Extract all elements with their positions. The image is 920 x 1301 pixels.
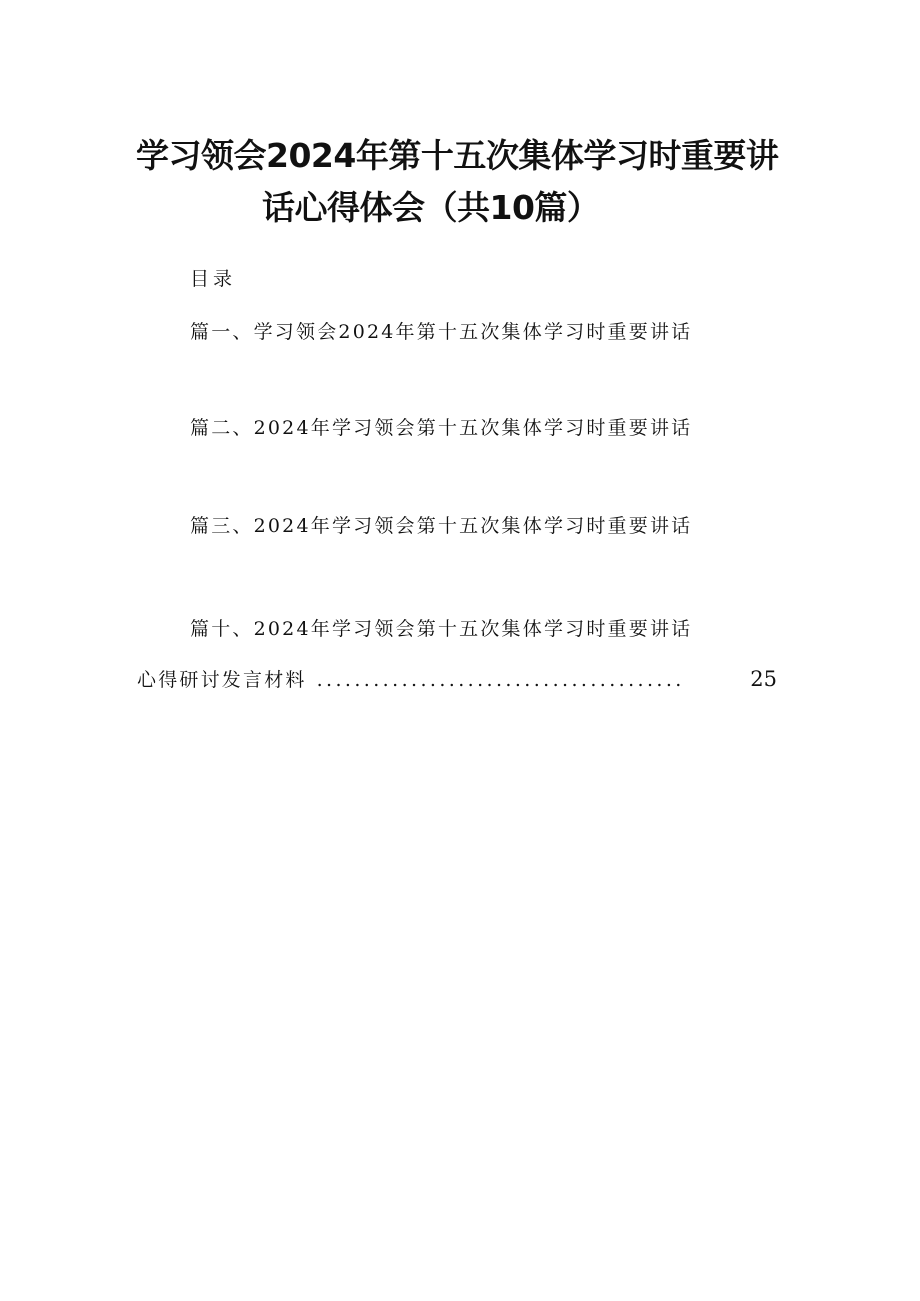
toc-item-4-continuation-text: 心得研讨发言材料 (137, 669, 307, 691)
document-title-line-2: 话心得体会（共10篇） (262, 188, 600, 227)
toc-item-3[interactable]: 篇三、2024年学习领会第十五次集体学习时重要讲话 (190, 515, 693, 537)
document-title-line-1: 学习领会2024年第十五次集体学习时重要讲 (136, 136, 779, 175)
toc-item-1[interactable]: 篇一、学习领会2024年第十五次集体学习时重要讲话 (190, 321, 693, 343)
toc-dot-leader: ....................................... (316, 669, 685, 691)
toc-heading: 目录 (190, 268, 237, 290)
toc-item-4[interactable]: 篇十、2024年学习领会第十五次集体学习时重要讲话 (190, 618, 693, 640)
toc-page-number: 25 (750, 667, 777, 691)
toc-item-4-continuation[interactable] (137, 664, 777, 694)
toc-item-2[interactable]: 篇二、2024年学习领会第十五次集体学习时重要讲话 (190, 417, 693, 439)
